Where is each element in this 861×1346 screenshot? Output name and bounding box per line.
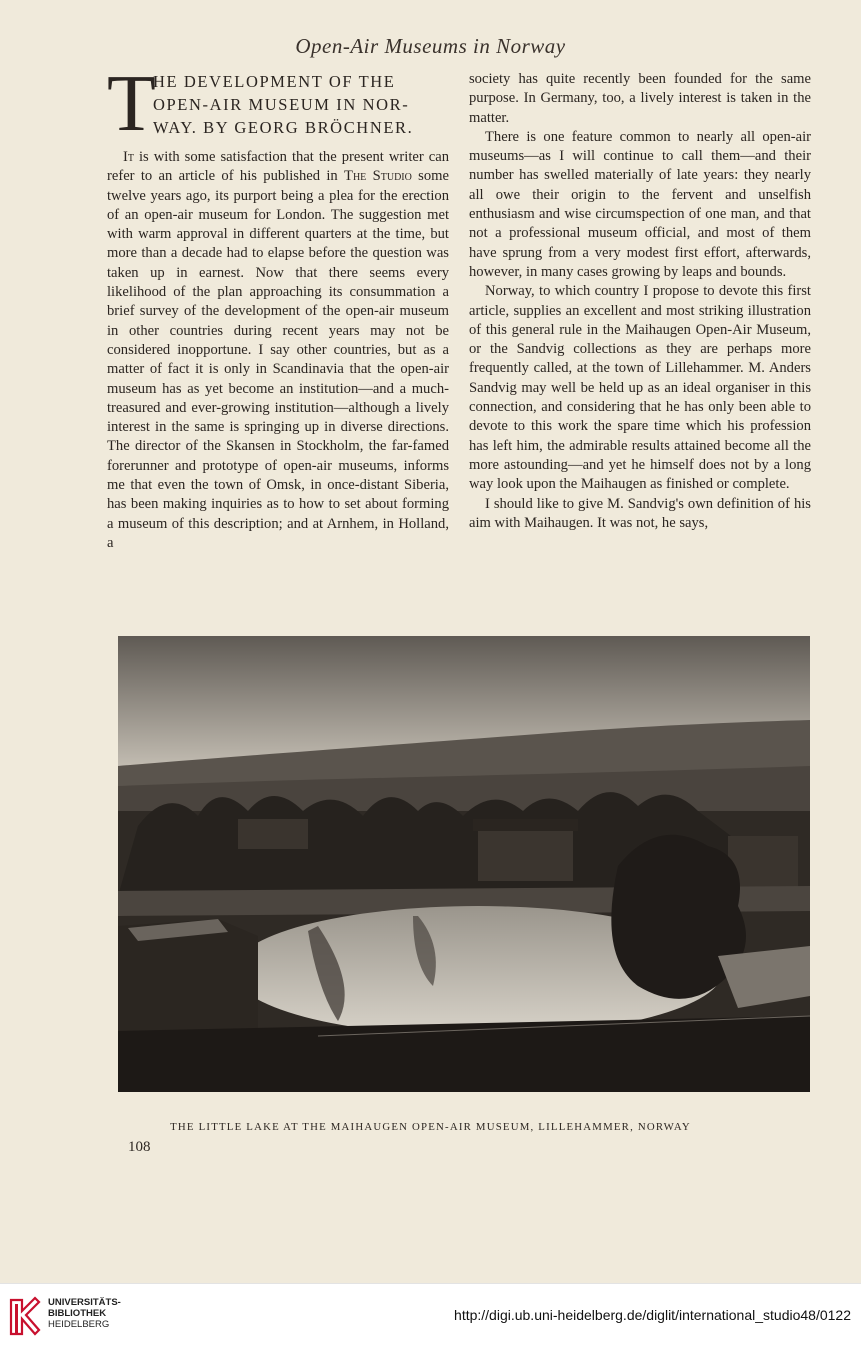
- paragraph: Norway, to which country I propose to devote this first article, supplies an excellent and most striking illustration of this general rule in the Maihaugen Open-Air Museum, or the Sandvig collections as they are perhaps more frequently called, at the town of Lillehammer. M. Anders Sandvig may well be held up as an ideal organiser in this connection, and considering that he has only been able to devote to this work the spare time which his profession has left him, the admirable results attained become all the more astounding—and yet he himself does not by a long way look upon the Maihaugen as finished or complete.: [469, 283, 811, 493]
- title-line: HE DEVELOPMENT OF THE: [153, 72, 396, 91]
- title-line: WAY. BY GEORG BRÖCHNER.: [153, 118, 414, 137]
- library-logo-icon: [8, 1294, 42, 1336]
- page-number: 108: [128, 1139, 151, 1155]
- paragraph: I should like to give M. Sandvig's own definition of his aim with Maihaugen. It was not, he says,: [469, 495, 811, 531]
- right-column: [469, 70, 811, 533]
- paragraph: It is with some satisfaction that the present writer can refer to an article of his published in The Studio some twelve years ago, its purport being a plea for the erection of an open-air museum for London. The suggestion met with warm approval in different quarters at the time, but more than a decade had to elapse before the question was taken up in earnest. Now that there seems every likelihood of the plan approaching its consummation a brief survey of the development of the open-air museum in other countries during recent years may not be considered inopportune. I say other countries, but as a matter of fact it is only in Scandinavia that the open-air museum has as yet become an institution—and a much-treasured and ever-growing institution—although a lively interest in the same is springing up in diverse directions. The director of the Skansen in Stockholm, the far-famed forerunner and prototype of open-air museums, informs me that even the town of Omsk, in once-distant Siberia, has been making inquiries as to how to set about forming a museum of this description; and at Arnhem, in Holland, a: [107, 149, 449, 551]
- article-title: [107, 60, 449, 148]
- lake-photograph: [118, 636, 810, 1092]
- institution-name: UNIVERSITÄTS- BIBLIOTHEK HEIDELBERG: [48, 1297, 121, 1330]
- title-line: OPEN-AIR MUSEUM IN NOR-: [153, 95, 410, 114]
- photo-caption: THE LITTLE LAKE AT THE MAIHAUGEN OPEN-AIR MUSEUM, LILLEHAMMER, NORWAY: [170, 1121, 691, 1133]
- drop-cap: T: [107, 60, 156, 148]
- permalink[interactable]: http://digi.ub.uni-heidelberg.de/diglit/international_studio48/0122: [454, 1307, 851, 1323]
- publication-name: The Studio: [344, 168, 412, 185]
- left-column: [107, 60, 449, 553]
- lead-in: It: [123, 149, 134, 165]
- library-footer: [0, 1283, 861, 1346]
- paragraph: There is one feature common to nearly all open-air museums—as I will continue to call them—and their number has swelled materially of late years: they nearly all owe their origin to the fervent and unselfish enthusiasm and wise circumspection of one man, and that not a professional museum official, and most of them have sprung from a very modest first effort, afterwards, however, in many cases growing by leaps and bounds.: [469, 128, 811, 280]
- running-title: Open-Air Museums in Norway: [295, 34, 566, 58]
- paragraph: society has quite recently been founded for the same purpose. In Germany, too, a lively interest is taken in the matter.: [469, 71, 811, 126]
